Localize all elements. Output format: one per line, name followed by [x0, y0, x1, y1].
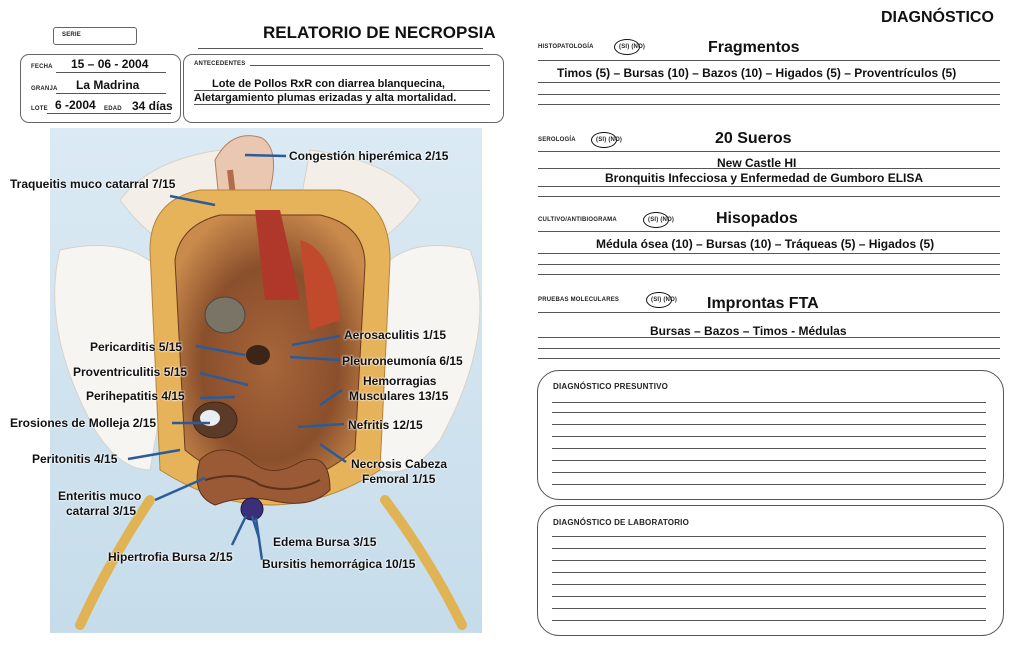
granja-label: GRANJA [31, 86, 58, 92]
cultivo-label: CULTIVO/ANTIBIOGRAMA [538, 217, 617, 223]
sero-label: SEROLOGÍA [538, 137, 576, 143]
lesion-label: Musculares 13/15 [349, 389, 449, 403]
histo-value: Timos (5) – Bursas (10) – Bazos (10) – Higados (5) – Proventrículos (5) [557, 66, 957, 80]
lesion-label: Proventriculitis 5/15 [73, 365, 188, 379]
sero-value-1: New Castle HI [717, 156, 797, 170]
fecha-label: FECHA [31, 64, 53, 70]
cultivo-si-circle [643, 212, 669, 228]
histo-si-circle [614, 39, 640, 55]
lesion-label: Bursitis hemorrágica 10/15 [262, 557, 416, 571]
sero-title: 20 Sueros [715, 130, 792, 147]
antecedentes-line1: Lote de Pollos RxR con diarrea blanquecina, [212, 78, 445, 90]
lote-label: LOTE [31, 106, 48, 112]
molec-value: Bursas – Bazos – Timos - Médulas [650, 324, 847, 338]
lesion-label: Traqueitis muco catarral 7/15 [10, 177, 176, 191]
lesion-label: Edema Bursa 3/15 [273, 535, 377, 549]
laboratorio-label: DIAGNÓSTICO DE LABORATORIO [553, 518, 690, 527]
histo-label: HISTOPATOLOGÍA [538, 44, 594, 50]
sero-si-no: (SI) (NO) [596, 137, 623, 143]
lesion-label: Nefritis 12/15 [348, 418, 423, 432]
sero-value-2: Bronquitis Infecciosa y Enfermedad de Gumboro ELISA [605, 171, 924, 185]
edad-value: 34 días [132, 99, 173, 113]
cultivo-title: Hisopados [716, 210, 798, 227]
presuntivo-label: DIAGNÓSTICO PRESUNTIVO [553, 382, 669, 391]
lesion-label: Pleuroneumonía 6/15 [342, 354, 463, 368]
molec-label: PRUEBAS MOLECULARES [538, 297, 620, 303]
lesion-label: Pericarditis 5/15 [90, 340, 183, 354]
histo-si-no: (SI) (NO) [619, 44, 646, 50]
granja-value: La Madrina [76, 78, 140, 92]
lesion-label: Enteritis muco [58, 489, 142, 503]
sero-si-circle [591, 132, 617, 148]
lesion-label: catarral 3/15 [66, 504, 137, 518]
fecha-value: 15 – 06 - 2004 [71, 57, 149, 71]
antecedentes-line2: Aletargamiento plumas erizadas y alta mortalidad. [194, 92, 457, 104]
lesion-label: Aerosaculitis 1/15 [344, 328, 447, 342]
lesion-label: Femoral 1/15 [362, 472, 436, 486]
lesion-label: Peritonitis 4/15 [32, 452, 118, 466]
molec-si-no: (SI) (NO) [651, 297, 678, 303]
report-title: RELATORIO DE NECROPSIA [263, 23, 496, 42]
lesion-label: Perihepatitis 4/15 [86, 389, 185, 403]
histo-title: Fragmentos [708, 39, 800, 56]
diagnostico-title: DIAGNÓSTICO [881, 9, 994, 26]
lesion-label: Necrosis Cabeza [351, 457, 448, 471]
lote-value: 6 -2004 [55, 98, 96, 112]
cultivo-value: Médula ósea (10) – Bursas (10) – Tráqueas (5) – Higados (5) [596, 237, 935, 251]
molec-title: Improntas FTA [707, 295, 819, 312]
antecedentes-label: ANTECEDENTES [194, 61, 246, 67]
molec-si-circle [646, 292, 672, 308]
lesion-label: Hemorragias [363, 374, 437, 388]
edad-label: EDAD [104, 106, 122, 112]
lesion-label: Erosiones de Molleja 2/15 [10, 416, 157, 430]
cultivo-si-no: (SI) (NO) [648, 217, 675, 223]
lesion-label: Congestión hiperémica 2/15 [289, 149, 449, 163]
lesion-label: Hipertrofia Bursa 2/15 [108, 550, 233, 564]
serie-label: SERIE [62, 32, 82, 38]
